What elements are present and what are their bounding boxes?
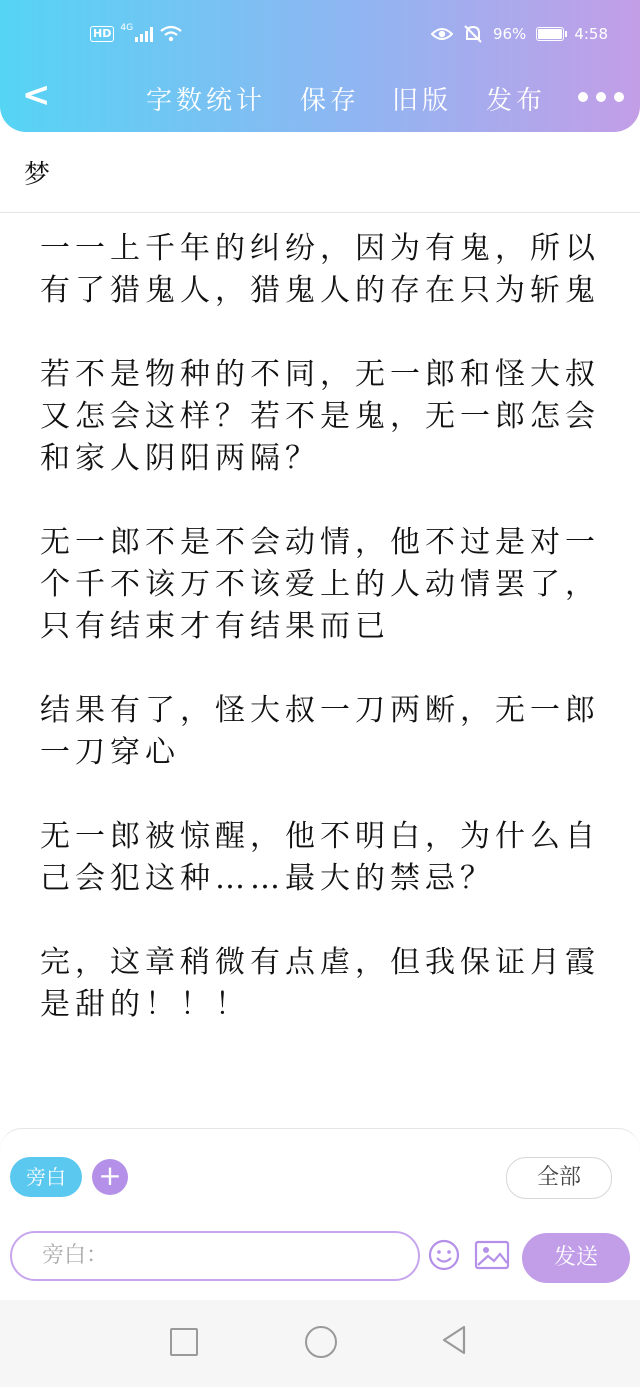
more-options-icon[interactable] <box>578 92 624 102</box>
back-arrow-icon[interactable]: < <box>22 75 51 115</box>
mute-bell-icon <box>463 24 483 44</box>
old-version-button[interactable]: 旧版 <box>392 86 453 116</box>
clock: 4:58 <box>574 25 608 43</box>
paragraph: 完，这章稍微有点虐，但我保证月霞是甜的！！！ <box>40 945 600 1022</box>
add-role-button[interactable]: + <box>92 1159 128 1195</box>
recents-icon[interactable] <box>170 1328 198 1356</box>
status-right <box>431 24 608 44</box>
publish-button[interactable]: 发布 <box>486 86 547 116</box>
role-chip-narrator[interactable]: 旁白 <box>10 1157 82 1197</box>
system-nav-bar <box>0 1300 640 1387</box>
wifi-icon <box>159 25 183 43</box>
save-button[interactable]: 保存 <box>300 86 361 116</box>
input-panel <box>0 1128 640 1289</box>
paragraph: 无一郎被惊醒，他不明白，为什么自己会犯这种……最大的禁忌？ <box>40 819 600 896</box>
paragraph: 若不是物种的不同，无一郎和怪大叔又怎会这样？若不是鬼，无一郎怎会和家人阴阳两隔？ <box>40 357 600 476</box>
battery-percent: 96% <box>492 25 527 43</box>
status-bar <box>0 0 640 72</box>
send-button[interactable]: 发送 <box>522 1233 630 1283</box>
emoji-icon[interactable] <box>428 1239 460 1271</box>
chapter-title[interactable]: 梦 <box>24 160 51 190</box>
eye-icon <box>431 26 453 42</box>
hd-badge: HD <box>90 26 114 42</box>
battery-icon <box>536 27 564 41</box>
paragraph: 无一郎不是不会动情，他不过是对一个千不该万不该爱上的人动情罢了，只有结束才有结果而已 <box>40 525 600 644</box>
header <box>0 0 640 132</box>
all-roles-button[interactable]: 全部 <box>506 1157 612 1199</box>
status-left <box>90 25 183 43</box>
toolbar <box>0 72 640 124</box>
paragraph: 一一上千年的纠纷，因为有鬼，所以有了猎鬼人，猎鬼人的存在只为斩鬼 <box>40 231 600 308</box>
network-label: 4G <box>120 23 134 33</box>
paragraph: 结果有了，怪大叔一刀两断，无一郎一刀穿心 <box>40 693 600 770</box>
word-count-button[interactable]: 字数统计 <box>146 86 267 116</box>
editor-content[interactable] <box>40 190 600 1110</box>
image-icon[interactable] <box>474 1239 510 1271</box>
home-icon[interactable] <box>305 1326 337 1358</box>
dialogue-input[interactable]: 旁白： <box>10 1231 420 1281</box>
back-triangle-icon[interactable] <box>440 1324 468 1356</box>
signal-icon <box>135 26 153 42</box>
